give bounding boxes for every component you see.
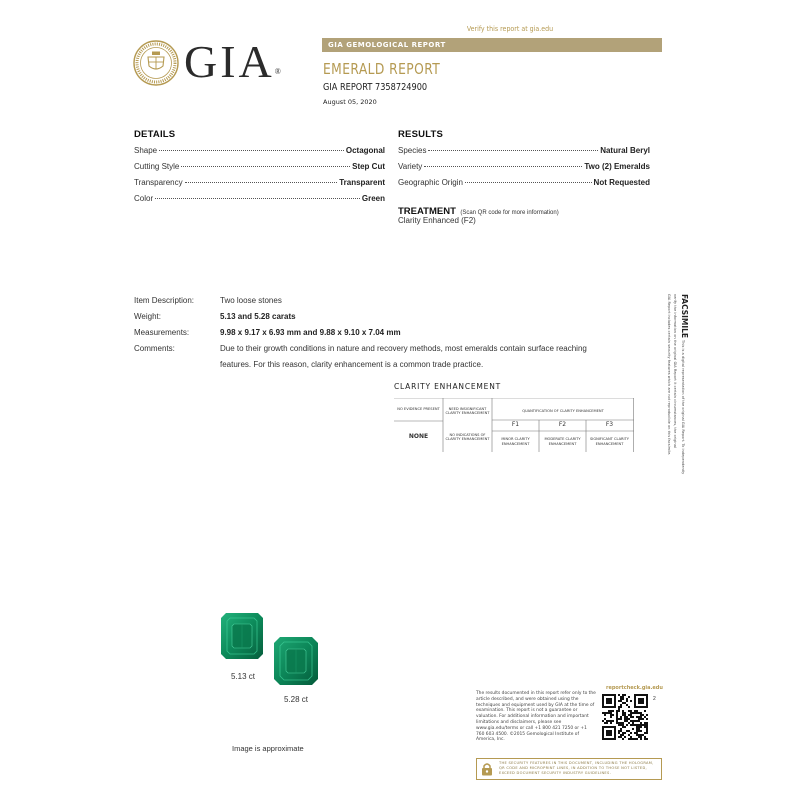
details-heading: DETAILS [134,129,176,140]
security-notice [476,758,662,780]
treatment-note: (Scan QR code for more information) [460,210,559,216]
ce-level-f2: F2 [558,421,567,429]
measurements-label: Measurements: [134,328,190,337]
reportcheck-link[interactable]: reportcheck.gia.edu [606,685,663,691]
comments-line-1: Due to their growth conditions in nature and recovery methods, most emeralds contain surface reaching [220,344,587,353]
verify-link[interactable]: Verify this report at gia.edu [466,25,554,33]
clarity-enhancement-title: CLARITY ENHANCEMENT [394,382,501,391]
ce-desc-f2: MODERATE CLARITY ENHANCEMENT [544,437,581,446]
ce-value-none: NONE [408,432,429,440]
ce-level-f1: F1 [511,421,520,429]
ce-desc-f3: SIGNIFICANT CLARITY ENHANCEMENT [590,437,629,446]
results-section [398,129,650,194]
security-text: THE SECURITY FEATURES IN THIS DOCUMENT, INCLUDING THE HOLOGRAM, QR CODE AND MICROPRINT LINES, IN ADDITION TO THOSE NOT LISTED, EXCEED DOCUMENT SECURITY INDUSTRY GUIDELINES. [499,761,654,776]
report-date: August 05, 2020 [323,98,377,106]
comments-line-2: features. For this reason, clarity enhancement is a common trade practice. [220,360,484,369]
result-row: Species Natural Beryl [398,146,650,155]
emerald-image-2 [274,637,318,685]
disclaimer-text: The results documented in this report refer only to the article described, and were obtained using the techniques and equipment used by GIA at the time of examination. This report is not a guarantee or valuation. For additional information and important limitations and disclaimers, please see www.gia.edu/terms or call +1 800 421 7250 or +1 760 603 4500. ©2015 Gemological Institute of America, Inc. [476,691,596,743]
report-title: EMERALD REPORT [323,60,441,78]
image-approx-note: Image is approximate [232,744,304,753]
facsimile-notice [662,292,692,512]
stone-1-label: 5.13 ct [231,672,256,681]
lock-icon [480,762,494,776]
ce-level-f3: F3 [605,421,614,429]
comments-label: Comments: [134,344,175,353]
qr-code-icon[interactable] [602,694,648,740]
report-band: GIA GEMOLOGICAL REPORT [322,38,662,52]
detail-row: Transparency Transparent [134,178,385,187]
item-info [134,293,644,373]
clarity-enhancement-table [394,398,634,452]
treatment-value: Clarity Enhanced (F2) [398,216,476,225]
ce-header-quantification: QUANTIFICATION OF CLARITY ENHANCEMENT [522,408,604,413]
ce-value-indications: NO INDICATIONS OF CLARITY ENHANCEMENT [445,432,490,441]
weight-value: 5.13 and 5.28 carats [220,312,296,321]
emerald-image-1 [221,613,263,659]
details-section [134,129,385,210]
qr-number: 2 [653,696,656,702]
treatment-heading: TREATMENT (Scan QR code for more information) [398,206,559,217]
facsimile-line-2: verify the information on the original GIA Report it certain circumstances, the original [673,294,677,448]
result-row: Geographic Origin Not Requested [398,178,650,187]
result-row: Variety Two (2) Emeralds [398,162,650,171]
report-number: GIA REPORT 7358724900 [323,82,428,93]
detail-row: Color Green [134,194,385,203]
item-description: Two loose stones [220,296,282,305]
facsimile-line-1: This is a digital representation of the original GIA Report. To independently [681,340,685,475]
gia-seal-icon [133,40,179,86]
ce-header-indications: NEED INSIGNIFICANT CLARITY ENHANCEMENT [445,406,490,415]
results-heading: RESULTS [398,129,444,140]
facsimile-title: FACSIMILE [680,294,689,339]
ce-header-no-evidence: NO EVIDENCE PRESENT [397,407,440,412]
stone-2-label: 5.28 ct [284,695,309,704]
detail-row: Shape Octagonal [134,146,385,155]
ce-desc-f1: MINOR CLARITY ENHANCEMENT [501,437,530,446]
facsimile-line-3: GIA Report includes certain security features which are not reproducible on this facsimile. [667,294,671,456]
detail-row: Cutting Style Step Cut [134,162,385,171]
item-description-label: Item Description: [134,296,195,305]
weight-label: Weight: [134,312,161,321]
measurements-value: 9.98 x 9.17 x 6.93 mm and 9.88 x 9.10 x 7.04 mm [220,328,401,337]
gia-logo: GIA® [184,36,281,87]
